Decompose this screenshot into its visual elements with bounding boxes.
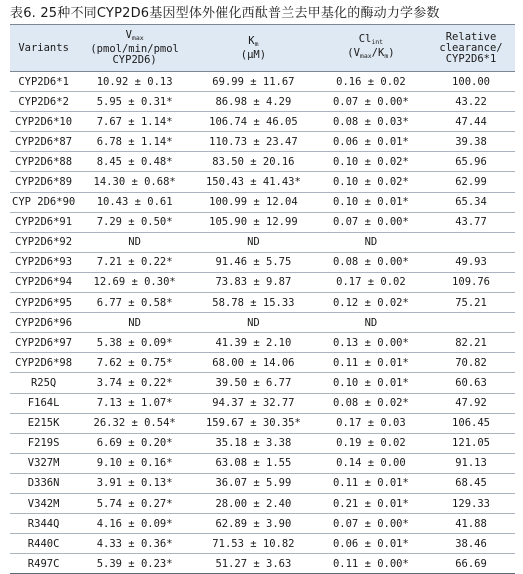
cell-variant: V327M xyxy=(10,453,77,473)
cell-vmax: 8.45 ± 0.48* xyxy=(77,152,192,172)
table-row xyxy=(10,313,515,333)
km-subscript: m xyxy=(254,39,259,48)
table-row xyxy=(10,252,515,272)
table-row xyxy=(10,212,515,232)
table-row xyxy=(10,112,515,132)
cell-variant: V342M xyxy=(10,493,77,513)
cell-variant: R344Q xyxy=(10,514,77,534)
cell-relative-clearance: 43.22 xyxy=(427,92,515,112)
cell-variant: CYP2D6*88 xyxy=(10,152,77,172)
cell-vmax: 12.69 ± 0.30* xyxy=(77,272,192,292)
cell-vmax: 6.69 ± 0.20* xyxy=(77,433,192,453)
table-row xyxy=(10,453,515,473)
cell-variant: R440C xyxy=(10,534,77,554)
cell-relative-clearance: 62.99 xyxy=(427,172,515,192)
kinetics-table xyxy=(10,24,515,574)
cell-km: 71.53 ± 10.82 xyxy=(192,534,315,554)
cell-km: 58.78 ± 15.33 xyxy=(192,293,315,313)
cell-vmax: 3.74 ± 0.22* xyxy=(77,373,192,393)
cell-vmax: 5.74 ± 0.27* xyxy=(77,493,192,513)
vmax-unit-line2: CYP2D6) xyxy=(112,54,157,66)
cell-variant: CYP2D6*91 xyxy=(10,212,77,232)
cell-km-nd: ND xyxy=(192,313,315,333)
table-row xyxy=(10,473,515,493)
cell-clint: 0.10 ± 0.01* xyxy=(315,373,427,393)
cell-clint: 0.11 ± 0.00* xyxy=(315,554,427,574)
cell-km: 68.00 ± 14.06 xyxy=(192,353,315,373)
cell-clint: 0.08 ± 0.02* xyxy=(315,393,427,413)
cell-relative-clearance: 129.33 xyxy=(427,493,515,513)
cell-vmax: 5.95 ± 0.31* xyxy=(77,92,192,112)
cell-variant: CYP2D6*87 xyxy=(10,132,77,152)
cell-relative-clearance: 49.93 xyxy=(427,252,515,272)
cell-clint: 0.21 ± 0.01* xyxy=(315,493,427,513)
km-symbol: K xyxy=(248,34,255,47)
cell-km: 83.50 ± 20.16 xyxy=(192,152,315,172)
table-row xyxy=(10,72,515,92)
cell-vmax: 9.10 ± 0.16* xyxy=(77,453,192,473)
clint-symbol: Cl xyxy=(358,33,372,45)
cell-vmax: 5.38 ± 0.09* xyxy=(77,333,192,353)
cell-relative-clearance: 66.69 xyxy=(427,554,515,574)
cell-km: 69.99 ± 11.67 xyxy=(192,72,315,92)
cell-vmax: 10.43 ± 0.61 xyxy=(77,192,192,212)
cell-variant: D336N xyxy=(10,473,77,493)
table-row xyxy=(10,353,515,373)
cell-vmax: 14.30 ± 0.68* xyxy=(77,172,192,192)
cell-km-nd: ND xyxy=(192,232,315,252)
cell-vmax: 4.33 ± 0.36* xyxy=(77,534,192,554)
cell-variant: E215K xyxy=(10,413,77,433)
table-row xyxy=(10,152,515,172)
cell-clint: 0.06 ± 0.01* xyxy=(315,132,427,152)
cell-clint: 0.19 ± 0.02 xyxy=(315,433,427,453)
table-row xyxy=(10,293,515,313)
cell-variant: CYP2D6*93 xyxy=(10,252,77,272)
cell-km: 39.50 ± 6.77 xyxy=(192,373,315,393)
cell-clint-nd: ND xyxy=(315,313,427,333)
header-relative-clearance xyxy=(427,25,515,72)
cell-vmax: 7.21 ± 0.22* xyxy=(77,252,192,272)
cell-clint: 0.12 ± 0.02* xyxy=(315,293,427,313)
table-row xyxy=(10,413,515,433)
cell-clint: 0.10 ± 0.02* xyxy=(315,172,427,192)
header-variants xyxy=(10,25,77,72)
vmax-unit-line1: (pmol/min/pmol xyxy=(90,43,179,55)
table-row xyxy=(10,232,515,252)
cell-clint: 0.11 ± 0.01* xyxy=(315,473,427,493)
cell-vmax: 3.91 ± 0.13* xyxy=(77,473,192,493)
cell-relative-clearance: 41.88 xyxy=(427,514,515,534)
cell-km: 150.43 ± 41.43* xyxy=(192,172,315,192)
cell-vmax: 7.67 ± 1.14* xyxy=(77,112,192,132)
cell-relative-clearance: 70.82 xyxy=(427,353,515,373)
table-body xyxy=(10,72,515,574)
cell-variant: CYP 2D6*90 xyxy=(10,192,77,212)
header-km xyxy=(192,25,315,72)
cell-clint: 0.17 ± 0.02 xyxy=(315,272,427,292)
cell-vmax-nd: ND xyxy=(77,232,192,252)
cell-variant: CYP2D6*95 xyxy=(10,293,77,313)
cell-vmax: 7.13 ± 1.07* xyxy=(77,393,192,413)
cell-vmax-nd: ND xyxy=(77,313,192,333)
cell-relative-clearance: 106.45 xyxy=(427,413,515,433)
cell-km: 105.90 ± 12.99 xyxy=(192,212,315,232)
cell-relative-clearance: 47.92 xyxy=(427,393,515,413)
clint-unit-slash-k: /K xyxy=(371,47,385,59)
cell-km: 73.83 ± 9.87 xyxy=(192,272,315,292)
cell-variant: CYP2D6*89 xyxy=(10,172,77,192)
cell-clint: 0.16 ± 0.02 xyxy=(315,72,427,92)
cell-relative-clearance: 47.44 xyxy=(427,112,515,132)
cell-variant: F164L xyxy=(10,393,77,413)
cell-km: 35.18 ± 3.38 xyxy=(192,433,315,453)
table-row xyxy=(10,272,515,292)
cell-vmax: 5.39 ± 0.23* xyxy=(77,554,192,574)
cell-clint-nd: ND xyxy=(315,232,427,252)
cell-relative-clearance: 43.77 xyxy=(427,212,515,232)
cell-km: 51.27 ± 3.63 xyxy=(192,554,315,574)
cell-km: 106.74 ± 46.05 xyxy=(192,112,315,132)
rel-line1: Relative xyxy=(445,30,497,43)
cell-km: 63.08 ± 1.55 xyxy=(192,453,315,473)
cell-km: 36.07 ± 5.99 xyxy=(192,473,315,493)
cell-km: 62.89 ± 3.90 xyxy=(192,514,315,534)
cell-relative-clearance: 109.76 xyxy=(427,272,515,292)
table-row xyxy=(10,92,515,112)
cell-vmax: 10.92 ± 0.13 xyxy=(77,72,192,92)
cell-variant: CYP2D6*92 xyxy=(10,232,77,252)
vmax-symbol: V xyxy=(125,29,132,41)
table-row xyxy=(10,534,515,554)
km-unit: (μM) xyxy=(240,48,267,61)
table-row xyxy=(10,554,515,574)
cell-relative-clearance: 100.00 xyxy=(427,72,515,92)
cell-vmax: 6.78 ± 1.14* xyxy=(77,132,192,152)
cell-relative-clearance: 60.63 xyxy=(427,373,515,393)
cell-clint: 0.17 ± 0.03 xyxy=(315,413,427,433)
cell-km: 94.37 ± 32.77 xyxy=(192,393,315,413)
cell-relative-empty xyxy=(427,232,515,252)
cell-variant: CYP2D6*97 xyxy=(10,333,77,353)
cell-relative-clearance: 75.21 xyxy=(427,293,515,313)
cell-km: 41.39 ± 2.10 xyxy=(192,333,315,353)
clint-unit-open: (V xyxy=(347,47,360,59)
table-row xyxy=(10,172,515,192)
clint-unit-close: ) xyxy=(388,47,395,59)
header-variants-label: Variants xyxy=(18,41,69,54)
cell-relative-clearance: 65.34 xyxy=(427,192,515,212)
cell-km: 91.46 ± 5.75 xyxy=(192,252,315,272)
cell-km: 28.00 ± 2.40 xyxy=(192,493,315,513)
cell-relative-empty xyxy=(427,313,515,333)
cell-clint: 0.07 ± 0.00* xyxy=(315,92,427,112)
cell-relative-clearance: 68.45 xyxy=(427,473,515,493)
cell-clint: 0.10 ± 0.02* xyxy=(315,152,427,172)
header-vmax xyxy=(77,25,192,72)
cell-variant: CYP2D6*10 xyxy=(10,112,77,132)
cell-vmax: 7.29 ± 0.50* xyxy=(77,212,192,232)
cell-variant: CYP2D6*98 xyxy=(10,353,77,373)
cell-relative-clearance: 82.21 xyxy=(427,333,515,353)
cell-relative-clearance: 39.38 xyxy=(427,132,515,152)
cell-clint: 0.07 ± 0.00* xyxy=(315,514,427,534)
cell-vmax: 7.62 ± 0.75* xyxy=(77,353,192,373)
cell-relative-clearance: 38.46 xyxy=(427,534,515,554)
table-header xyxy=(10,25,515,72)
cell-variant: CYP2D6*1 xyxy=(10,72,77,92)
table-row xyxy=(10,393,515,413)
cell-clint: 0.11 ± 0.01* xyxy=(315,353,427,373)
table-title: 表6. 25种不同CYP2D6基因型体外催化西酞普兰去甲基化的酶动力学参数 xyxy=(10,6,440,21)
cell-km: 100.99 ± 12.04 xyxy=(192,192,315,212)
rel-line3: CYP2D6*1 xyxy=(445,52,497,65)
clint-subscript: int xyxy=(371,38,384,46)
cell-clint: 0.13 ± 0.00* xyxy=(315,333,427,353)
header-clint xyxy=(315,25,427,72)
cell-clint: 0.07 ± 0.00* xyxy=(315,212,427,232)
header-row xyxy=(10,25,515,72)
table-row xyxy=(10,514,515,534)
cell-variant: CYP2D6*2 xyxy=(10,92,77,112)
cell-vmax: 26.32 ± 0.54* xyxy=(77,413,192,433)
clint-unit-sub-max: max xyxy=(359,52,372,60)
cell-variant: CYP2D6*94 xyxy=(10,272,77,292)
cell-clint: 0.10 ± 0.01* xyxy=(315,192,427,212)
table-row xyxy=(10,132,515,152)
cell-variant: R497C xyxy=(10,554,77,574)
cell-vmax: 6.77 ± 0.58* xyxy=(77,293,192,313)
table-row xyxy=(10,373,515,393)
cell-clint: 0.06 ± 0.01* xyxy=(315,534,427,554)
cell-clint: 0.08 ± 0.03* xyxy=(315,112,427,132)
cell-variant: R25Q xyxy=(10,373,77,393)
table-row xyxy=(10,192,515,212)
cell-clint: 0.14 ± 0.00 xyxy=(315,453,427,473)
cell-clint: 0.08 ± 0.00* xyxy=(315,252,427,272)
clint-unit-sub-m: m xyxy=(384,52,389,60)
cell-km: 159.67 ± 30.35* xyxy=(192,413,315,433)
rel-line2: clearance/ xyxy=(439,41,503,54)
cell-relative-clearance: 65.96 xyxy=(427,152,515,172)
table-row xyxy=(10,493,515,513)
cell-relative-clearance: 121.05 xyxy=(427,433,515,453)
cell-km: 86.98 ± 4.29 xyxy=(192,92,315,112)
cell-vmax: 4.16 ± 0.09* xyxy=(77,514,192,534)
table-row xyxy=(10,433,515,453)
cell-variant: F219S xyxy=(10,433,77,453)
cell-variant: CYP2D6*96 xyxy=(10,313,77,333)
cell-km: 110.73 ± 23.47 xyxy=(192,132,315,152)
vmax-subscript: max xyxy=(131,34,144,42)
cell-relative-clearance: 91.13 xyxy=(427,453,515,473)
table-row xyxy=(10,333,515,353)
